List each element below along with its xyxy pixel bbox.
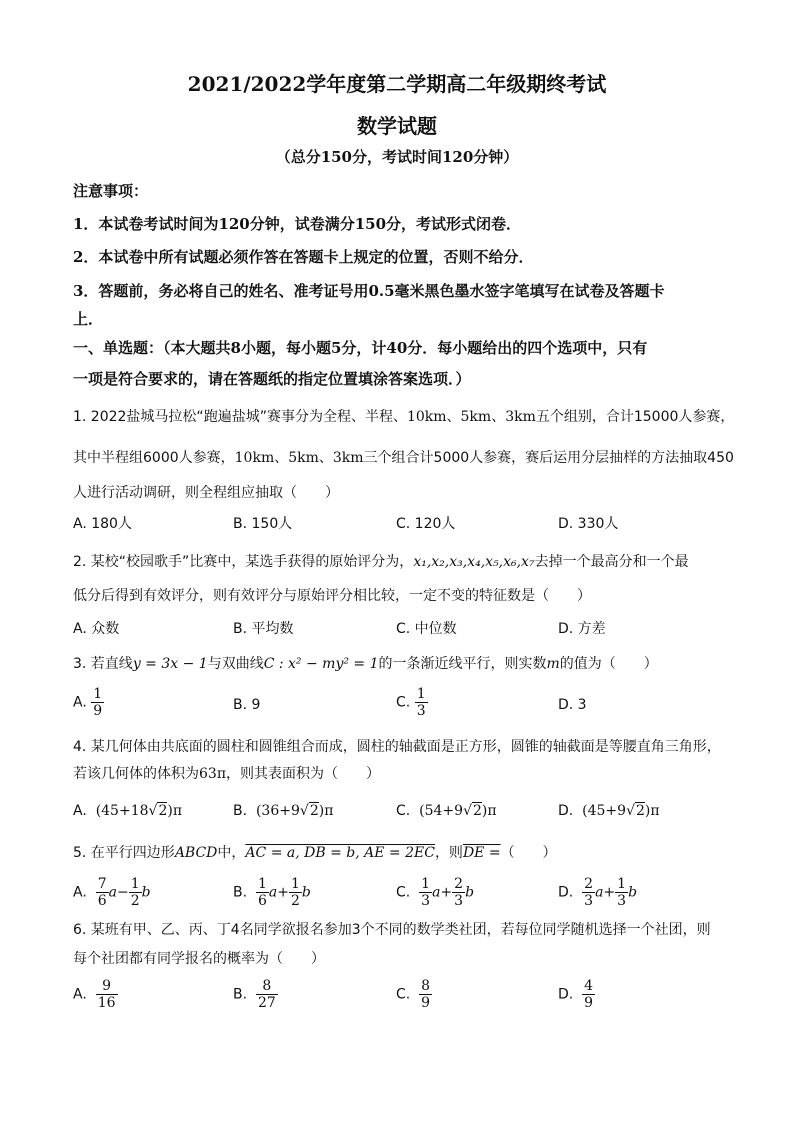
fraction <box>582 876 595 909</box>
fraction-denominator: 9 <box>93 703 103 719</box>
q4-option-c-radicand: 2 <box>472 803 482 819</box>
q3-text-b: 与双曲线 <box>207 656 264 672</box>
fraction-numerator: 9 <box>96 978 118 995</box>
q5-line-1 <box>73 842 733 864</box>
q2-option-d: D. 方差 <box>558 621 606 637</box>
fraction-denominator: 6 <box>97 893 107 909</box>
q3-option-d: D. 3 <box>558 697 587 713</box>
operator: + <box>603 884 616 901</box>
fraction-numerator: 4 <box>584 978 594 994</box>
operator: + <box>277 884 289 901</box>
q6-option-c <box>396 978 432 1011</box>
q3-math-line: y = 3x − 1 <box>132 656 208 672</box>
q1-option-c: C. 120人 <box>396 516 456 532</box>
q6-line-2: 每个社团都有同学报名的概率为（ ） <box>73 951 325 967</box>
q1-text-b: 五个组别，合计15000人参赛， <box>535 409 735 425</box>
q6-option-d <box>558 978 595 1011</box>
fraction-numerator: 8 <box>256 978 278 995</box>
q3-option-a-fraction <box>91 686 104 719</box>
q2-text-a: 2. 某校“校园歌手”比赛中，某选手获得的原始评分为， <box>73 554 414 570</box>
q2-option-b: B. 平均数 <box>233 621 294 637</box>
section-1-line-1: 一、单选题：（本大题共8小题，每小题5分，计40分．每小题给出的四个选项中，只有 <box>73 339 648 357</box>
fraction-denominator: 3 <box>416 703 426 719</box>
q5-option-b <box>233 876 311 909</box>
q1-option-b: B. 150人 <box>233 516 293 532</box>
q1-text-a: 1. 2022盐城马拉松“跑遍盐城”赛事分为全程、半程、 <box>73 409 407 425</box>
q5-text-d: （ ） <box>500 845 557 861</box>
fraction-denominator: 6 <box>257 893 267 909</box>
q3-option-a-label: A. <box>73 694 87 711</box>
q6-option-c-label: C. <box>396 986 411 1003</box>
q3-math-m: m <box>546 656 560 672</box>
q5-text-c: ，则 <box>434 845 463 861</box>
operator: − <box>116 884 129 901</box>
fraction-denominator: 27 <box>257 995 276 1011</box>
notice-item-1: 1．本试卷考试时间为120分钟，试卷满分150分，考试形式闭卷． <box>73 215 522 233</box>
fraction-denominator: 3 <box>454 893 464 909</box>
notice-item-3-cont: 上． <box>73 310 104 328</box>
vector-b: b <box>141 884 151 901</box>
fraction-numerator: 2 <box>584 876 594 892</box>
q4-option-c-post: )π <box>481 803 497 819</box>
q6-option-d-fraction <box>582 978 595 1011</box>
fraction <box>615 876 628 909</box>
q4-line-1: 4. 某几何体由共底面的圆柱和圆锥组合而成，圆柱的轴截面是正方形，圆锥的轴截面是等腰直角三角形， <box>73 739 721 755</box>
fraction <box>96 876 109 909</box>
fraction-numerator: 1 <box>257 876 267 892</box>
q4-option-d-post: )π <box>644 803 660 819</box>
q6-line-1: 6. 某班有甲、乙、丙、丁4名同学欲报名参加3个不同的数学类社团，若每位同学随机选择一个社团，则 <box>73 922 711 938</box>
fraction-numerator: 8 <box>421 978 431 994</box>
q1-line-2 <box>73 447 733 469</box>
fraction-numerator: 2 <box>454 876 464 892</box>
q4-option-a-pre: (45+18 <box>95 803 149 819</box>
q4-text-a: 若该几何体的体积为 <box>73 766 199 782</box>
q3-option-b: B. 9 <box>233 697 261 713</box>
q3-text-c: 的一条渐近线平行，则实数 <box>378 656 547 672</box>
q1-text-d: 三个组合计5000人参赛，赛后运用分层抽样的方法抽取450 <box>363 450 734 466</box>
q4-option-d-radicand: 2 <box>635 803 645 819</box>
fraction <box>452 876 465 909</box>
operator: + <box>440 884 453 901</box>
q6-option-b <box>233 978 278 1011</box>
q4-option-b: B. (36+9√2)π <box>233 803 334 819</box>
q1-line-3: 人进行活动调研，则全程组应抽取（ ） <box>73 485 339 501</box>
fraction-numerator: 7 <box>97 876 107 892</box>
q3-text-d: 的值为（ ） <box>559 656 658 672</box>
exam-title: 2021/2022学年度第二学期高二年级期终考试 <box>187 72 607 96</box>
fraction-numerator: 1 <box>290 876 300 892</box>
q2-text-b: 去掉一个最高分和一个最 <box>534 554 689 570</box>
q6-option-b-label: B. <box>233 986 248 1003</box>
q6-option-a <box>73 978 118 1011</box>
q1-option-a: A. 180人 <box>73 516 132 532</box>
q4-option-a-radicand: 2 <box>158 803 168 819</box>
q5-option-c-label: C. <box>396 884 411 901</box>
q6-option-a-fraction <box>96 978 118 1011</box>
q4-math-volume: 63π <box>199 766 227 782</box>
q5-option-a-label: A. <box>73 884 87 901</box>
q4-option-c: C. (54+9√2)π <box>396 803 497 819</box>
q5-option-d <box>558 876 637 909</box>
vector-a: a <box>595 884 604 901</box>
vector-a: a <box>268 884 278 901</box>
q1-text-c: 其中半程组6000人参赛， <box>73 450 235 466</box>
q4-option-d-label: D. <box>558 803 574 819</box>
vector-b: b <box>628 884 638 901</box>
fraction-numerator: 1 <box>416 686 426 702</box>
vector-b: b <box>465 884 475 901</box>
fraction-numerator: 1 <box>421 876 431 892</box>
q3-option-c-fraction <box>415 686 428 719</box>
q1-math-b: 10km、5km、3km <box>234 450 364 466</box>
q6-option-d-label: D. <box>558 986 574 1003</box>
q6-option-b-fraction <box>256 978 278 1011</box>
q5-option-b-label: B. <box>233 884 248 901</box>
q5-option-d-label: D. <box>558 884 574 901</box>
q6-option-a-label: A. <box>73 986 87 1003</box>
q4-option-d-pre: (45+9 <box>582 803 627 819</box>
q3-option-c <box>396 686 428 719</box>
fraction-numerator: 1 <box>93 686 103 702</box>
fraction-denominator: 2 <box>290 893 300 909</box>
q3-option-a <box>73 686 104 719</box>
q4-option-b-radicand: 2 <box>309 803 319 819</box>
q3-option-c-label: C. <box>396 694 411 711</box>
fraction-denominator: 9 <box>584 995 594 1011</box>
fraction <box>419 876 432 909</box>
q4-option-d: D. (45+9√2)π <box>558 803 660 819</box>
notice-item-3: 3．答题前，务必将自己的姓名、准考证号用0.5毫米黑色墨水签字笔填写在试卷及答题卡 <box>73 282 665 300</box>
q4-line-2 <box>73 763 733 785</box>
q5-math-abcd: ABCD <box>174 845 218 861</box>
q5-math-de: DE = <box>462 845 501 861</box>
q3-math-hyperbola: C : x² − my² = 1 <box>263 656 379 672</box>
vector-b: b <box>301 884 311 901</box>
fraction-denominator: 9 <box>421 995 431 1011</box>
q4-option-b-pre: (36+9 <box>255 803 300 819</box>
vector-a: a <box>108 884 117 901</box>
q5-option-c <box>396 876 474 909</box>
exam-subtitle: 数学试题 <box>357 114 437 138</box>
q2-option-c: C. 中位数 <box>396 621 457 637</box>
fraction-denominator: 16 <box>97 995 116 1011</box>
fraction-numerator: 1 <box>617 876 627 892</box>
fraction-denominator: 3 <box>584 893 594 909</box>
q4-option-a: A. (45+18√2)π <box>73 803 183 819</box>
notice-item-2: 2．本试卷中所有试题必须作答在答题卡上规定的位置，否则不给分． <box>73 248 534 266</box>
q2-line-2: 低分后得到有效评分，则有效评分与原始评分相比较，一定不变的特征数是（ ） <box>73 588 591 604</box>
q4-option-c-label: C. <box>396 803 411 819</box>
q4-option-b-post: )π <box>318 803 334 819</box>
q5-option-a <box>73 876 151 909</box>
q1-math-a: 10km、5km、3km <box>406 409 536 425</box>
q2-math: x₁,x₂,x₃,x₄,x₅,x₆,x₇ <box>413 554 535 570</box>
fraction <box>289 876 302 909</box>
q6-option-c-fraction <box>419 978 432 1011</box>
fraction <box>256 876 269 909</box>
q4-option-c-pre: (54+9 <box>419 803 464 819</box>
notice-heading: 注意事项： <box>73 182 149 200</box>
q3-line-1 <box>73 653 733 675</box>
score-info: （总分150分，考试时间120分钟） <box>275 148 519 166</box>
q4-option-a-label: A. <box>73 803 87 819</box>
fraction <box>129 876 142 909</box>
fraction-numerator: 1 <box>130 876 140 892</box>
q1-option-d: D. 330人 <box>558 516 619 532</box>
q3-text-a: 3. 若直线 <box>73 656 133 672</box>
fraction-denominator: 3 <box>421 893 431 909</box>
q5-text-b: 中， <box>217 845 246 861</box>
fraction-denominator: 2 <box>130 893 140 909</box>
q4-option-b-label: B. <box>233 803 248 819</box>
q2-option-a: A. 众数 <box>73 621 120 637</box>
q5-text-a: 5. 在平行四边形 <box>73 845 175 861</box>
q4-text-b: ，则其表面积为（ ） <box>226 766 381 782</box>
fraction-denominator: 3 <box>617 893 627 909</box>
q5-math-vectors: AC = a, DB = b, AE = 2EC <box>245 845 435 861</box>
q4-option-a-post: )π <box>167 803 183 819</box>
q1-line-1 <box>73 406 733 428</box>
section-1-line-2: 一项是符合要求的，请在答题纸的指定位置填涂答案选项．） <box>73 370 471 388</box>
q2-line-1 <box>73 551 733 573</box>
vector-a: a <box>432 884 441 901</box>
